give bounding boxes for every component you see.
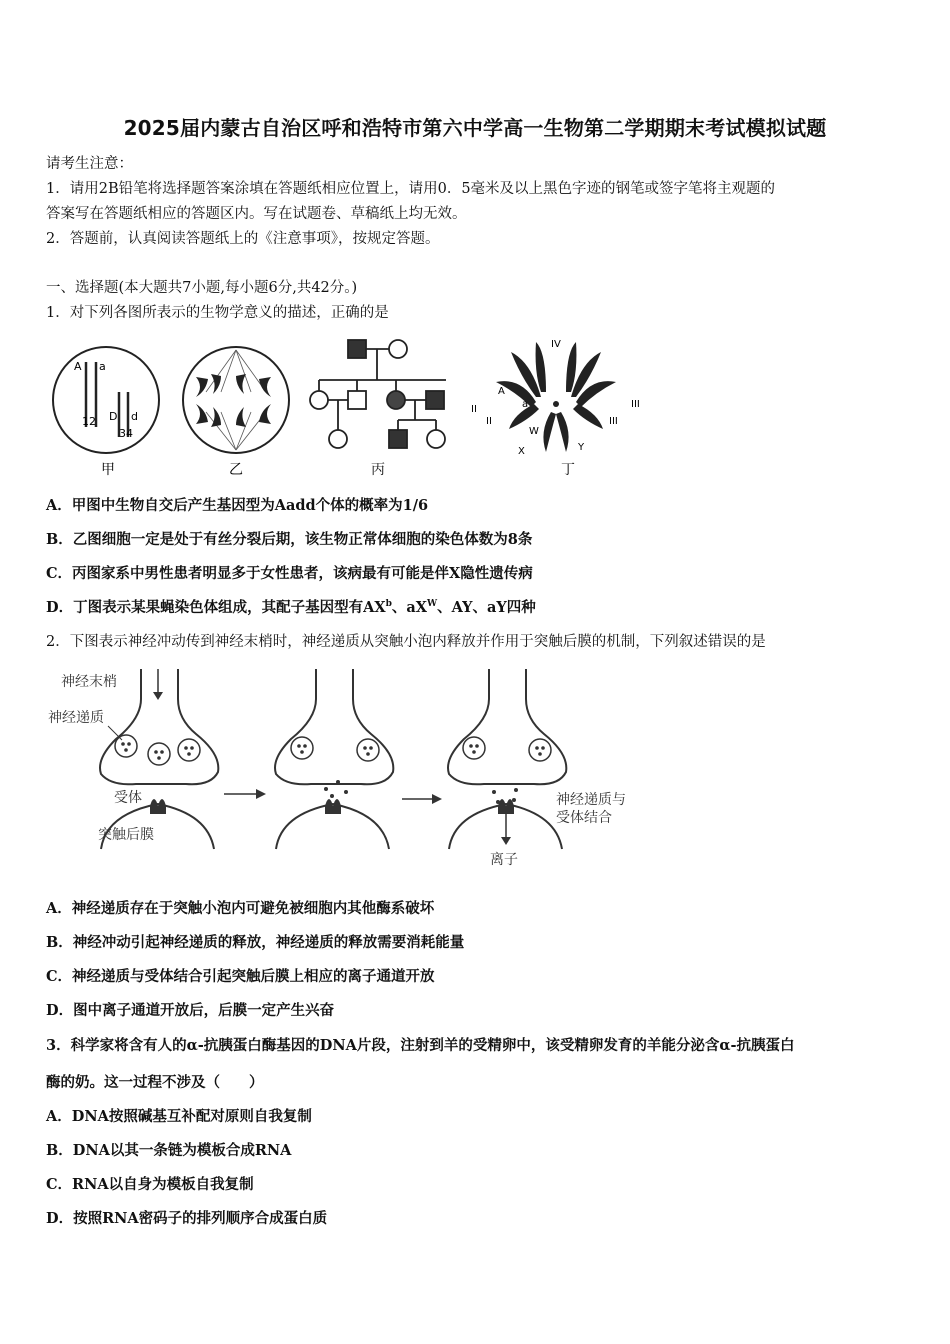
q3-option-a: A．DNA按照碱基互补配对原则自我复制 (46, 1108, 312, 1125)
page-title: 2025届内蒙古自治区呼和浩特市第六中学高一生物第二学期期末考试模拟试题 (123, 116, 827, 140)
notice-heading: 请考生注意： (46, 156, 133, 172)
ding-label-a: a (522, 399, 529, 410)
figure-jia (53, 347, 159, 478)
q1-figures (46, 332, 666, 482)
figure-label-jia: 甲 (101, 462, 115, 478)
ding-label-IV: IV (551, 339, 561, 350)
figure-label-ding: 丁 (561, 462, 575, 478)
jia-gene-a: a (99, 360, 106, 373)
q1-option-a: A．甲图中生物自交后产生基因型为Aadd个体的概率为1/6 (46, 497, 429, 514)
ding-label-A: A (498, 386, 505, 397)
notice-item-1-line-1: 1．请用2B铅笔将选择题答案涂填在答题纸相应位置上，请用0．5毫米及以上黑色字迹的钢笔或签字笔将主观题的 (46, 181, 776, 197)
q2-option-c: C．神经递质与受体结合引起突触后膜上相应的离子通道开放 (46, 968, 435, 985)
jia-gene-d: d (131, 410, 138, 423)
q3-stem-line-1: 3．科学家将含有人的α-抗胰蛋白酶基因的DNA片段，注射到羊的受精卵中，该受精卵发育的羊能分泌含α-抗胰蛋白 (46, 1037, 795, 1054)
label-ion: 离子 (490, 852, 518, 868)
ding-label-W: W (529, 426, 539, 437)
q1-option-b: B．乙图细胞一定是处于有丝分裂后期，该生物正常体细胞的染色体数为8条 (46, 531, 533, 548)
label-postsynaptic-membrane: 突触后膜 (98, 827, 154, 843)
figure-label-bing: 丙 (371, 462, 385, 478)
label-binding-line-1: 神经递质与 (556, 792, 626, 808)
jia-gene-D: D (109, 410, 118, 423)
jia-number-34: 34 (119, 427, 133, 440)
figure-label-yi: 乙 (229, 462, 243, 478)
q1-option-d-sup-b: b (385, 599, 392, 610)
q2-stem: 2．下图表示神经冲动传到神经末梢时，神经递质从突触小泡内释放并作用于突触后膜的机制，下列叙述错误的是 (46, 634, 766, 650)
label-neurotransmitter: 神经递质 (48, 710, 104, 726)
ding-label-X: X (518, 446, 525, 457)
jia-gene-A: A (74, 360, 82, 373)
jia-number-12: 12 (82, 415, 96, 428)
label-nerve-terminal: 神经末梢 (61, 674, 117, 690)
label-receptor: 受体 (114, 790, 142, 806)
q2-option-b: B．神经冲动引起神经递质的释放，神经递质的释放需要消耗能量 (46, 934, 465, 951)
q1-option-d-sup-w: W (427, 599, 438, 610)
q3-stem-line-2: 酶的奶。这一过程不涉及（ ） (46, 1074, 264, 1091)
q1-option-d-part2: 、aX (391, 599, 428, 616)
ding-label-Y: Y (578, 442, 585, 453)
q2-option-a: A．神经递质存在于突触小泡内可避免被细胞内其他酶系破坏 (46, 900, 435, 917)
q2-synapse-figure (46, 664, 666, 874)
q1-option-c: C．丙图家系中男性患者明显多于女性患者，该病最有可能是伴X隐性遗传病 (46, 565, 533, 582)
q1-stem: 1．对下列各图所表示的生物学意义的描述，正确的是 (46, 305, 389, 321)
q1-option-d-part3: 、AY、aY四种 (437, 599, 536, 616)
ding-label-II-left: II (471, 404, 477, 415)
q2-option-d: D．图中离子通道开放后，后膜一定产生兴奋 (46, 1002, 335, 1019)
label-binding-line-2: 受体结合 (556, 810, 612, 826)
figure-yi (183, 347, 289, 478)
q3-option-d: D．按照RNA密码子的排列顺序合成蛋白质 (46, 1210, 328, 1227)
figure-ding (471, 339, 640, 478)
notice-item-2: 2．答题前，认真阅读答题纸上的《注意事项》，按规定答题。 (46, 231, 440, 247)
figure-bing (310, 340, 446, 478)
section-heading: 一、选择题(本大题共7小题,每小题6分,共42分。) (46, 280, 358, 296)
ding-label-III-inner: III (609, 416, 618, 427)
ding-label-II-inner: II (486, 416, 492, 427)
q3-option-c: C．RNA以自身为模板自我复制 (46, 1176, 254, 1193)
q1-option-d-part1: D．丁图表示某果蝇染色体组成，其配子基因型有AX (46, 599, 386, 616)
q1-option-d (46, 596, 536, 617)
q3-option-b: B．DNA以其一条链为模板合成RNA (46, 1142, 292, 1159)
notice-item-1-line-2: 答案写在答题纸相应的答题区内。写在试题卷、草稿纸上均无效。 (46, 206, 467, 222)
ding-label-III-right: III (631, 399, 640, 410)
